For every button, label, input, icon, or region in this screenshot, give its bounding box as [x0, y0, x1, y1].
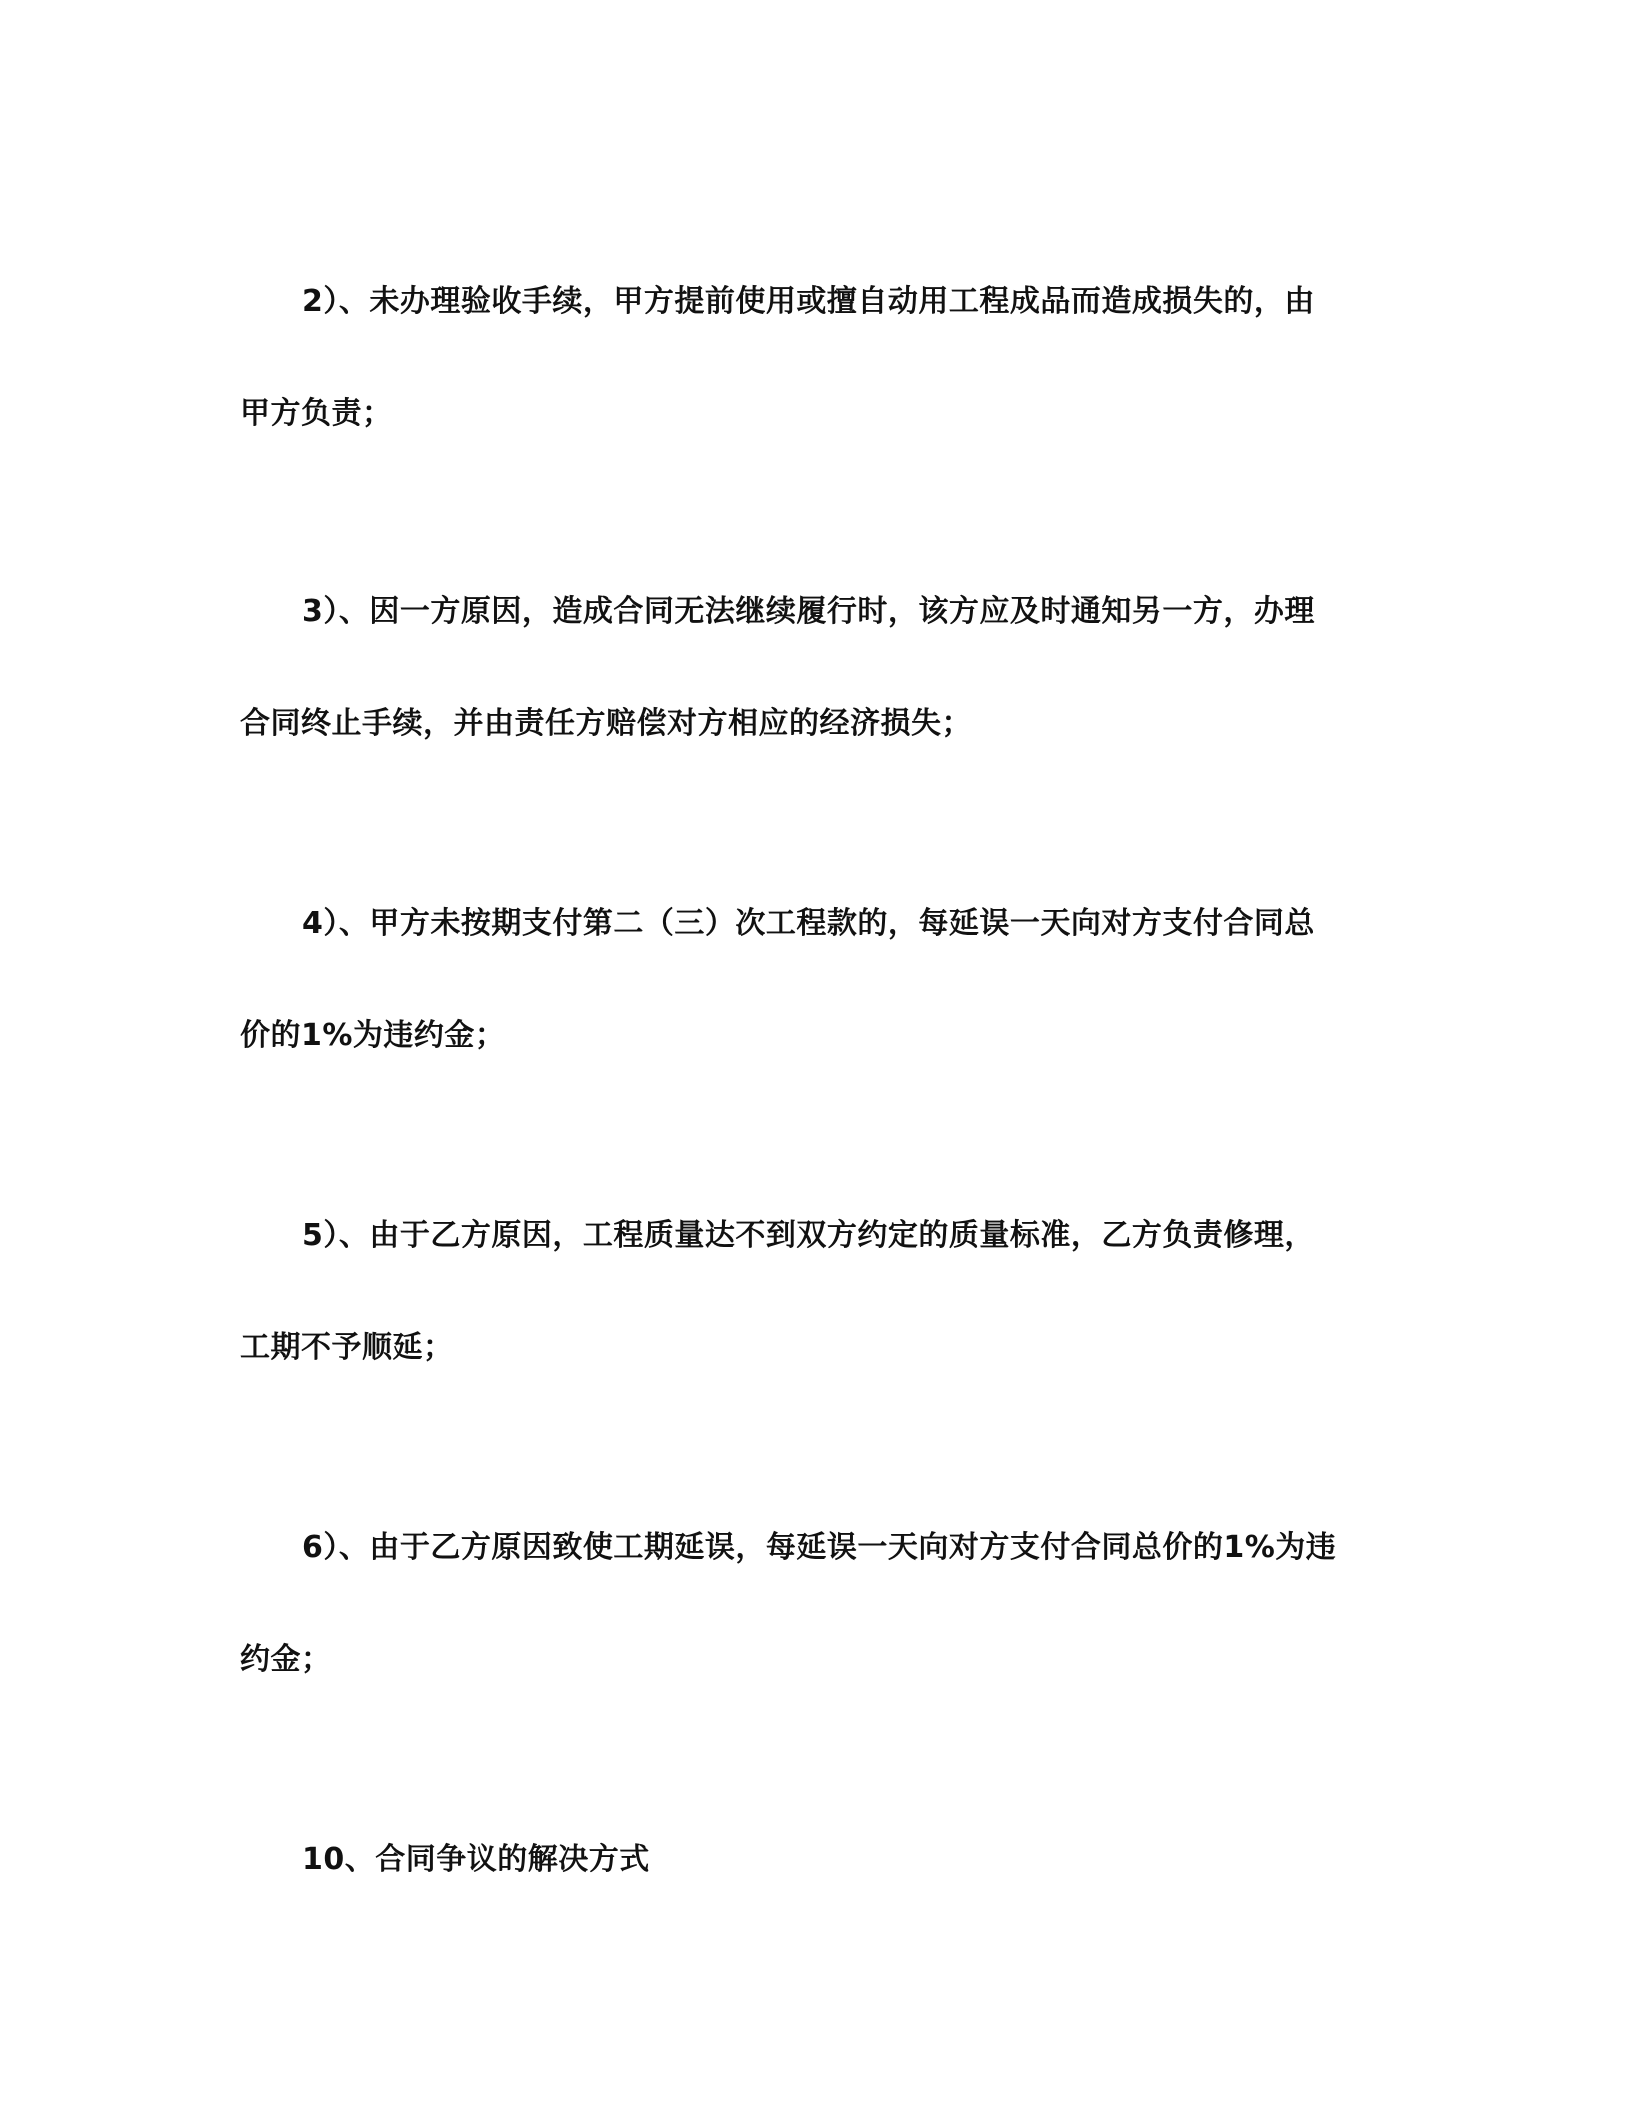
- clause-6-line-2: 约金；: [240, 1642, 332, 1677]
- clause-4-line-2: 价的1%为违约金；: [240, 1018, 506, 1053]
- clause-5-line-2: 工期不予顺延；: [240, 1330, 454, 1365]
- clause-2-line-1: 2）、未办理验收手续，甲方提前使用或擅自动用工程成品而造成损失的，由: [302, 284, 1315, 319]
- clause-6-line-1: 6）、由于乙方原因致使工期延误，每延误一天向对方支付合同总价的1%为违: [302, 1530, 1337, 1565]
- clause-2-line-2: 甲方负责；: [240, 396, 393, 431]
- section-heading: 10、合同争议的解决方式: [302, 1842, 650, 1877]
- clause-5-line-1: 5）、由于乙方原因，工程质量达不到双方约定的质量标准，乙方负责修理，: [302, 1218, 1315, 1253]
- clause-4-line-1: 4）、甲方未按期支付第二（三）次工程款的，每延误一天向对方支付合同总: [302, 906, 1315, 941]
- clause-3-line-1: 3）、因一方原因，造成合同无法继续履行时，该方应及时通知另一方，办理: [302, 594, 1315, 629]
- clause-3-line-2: 合同终止手续，并由责任方赔偿对方相应的经济损失；: [240, 706, 972, 741]
